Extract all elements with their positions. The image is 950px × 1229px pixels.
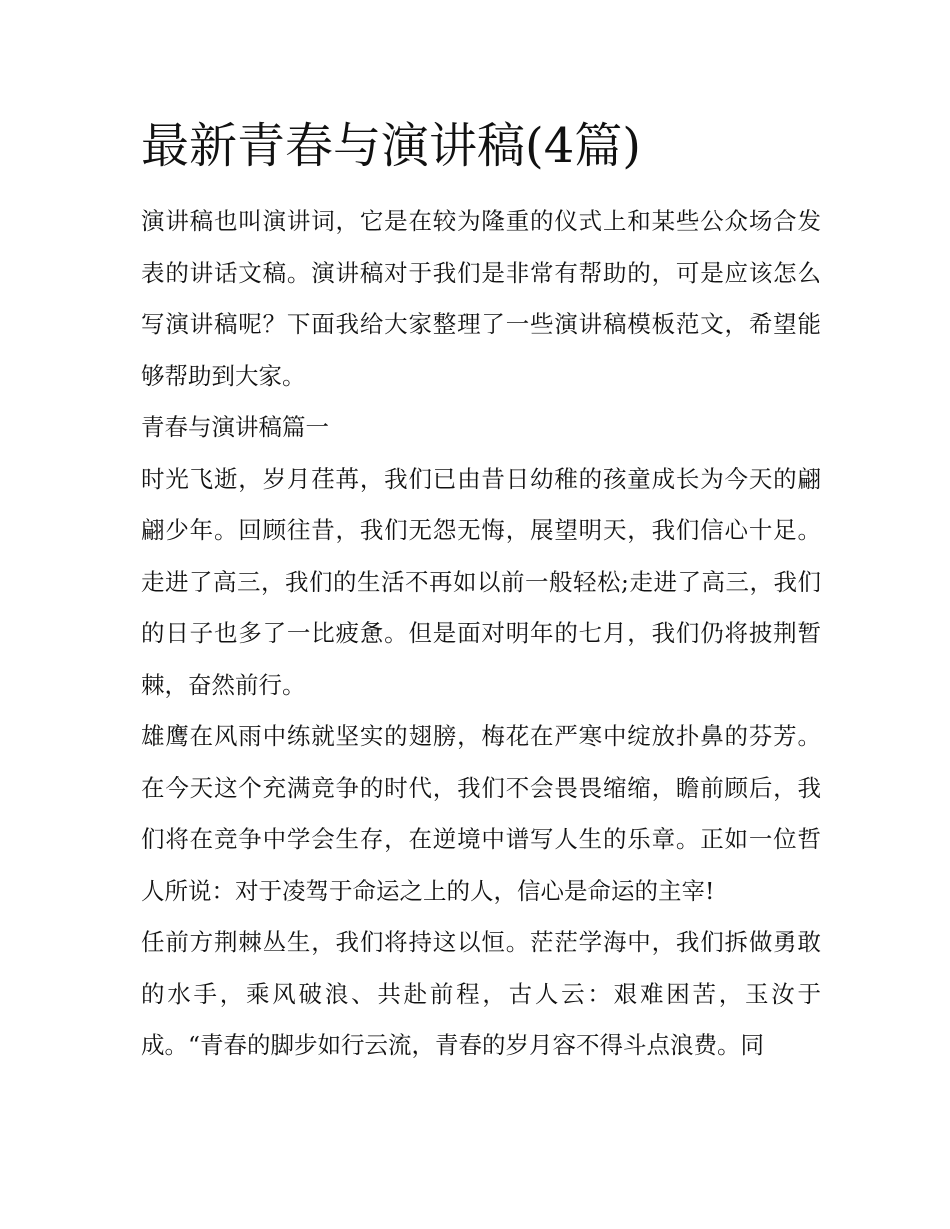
- body-paragraph-1: 时光飞逝，岁月荏苒，我们已由昔日幼稚的孩童成长为今天的翩翩少年。回顾往昔，我们无怨无悔，展望明天，我们信心十足。走进了高三，我们的生活不再如以前一般轻松;走进了高三，我们的日子也多了一比疲惫。但是面对明年的七月，我们仍将披荆暂棘，奋然前行。: [141, 464, 821, 699]
- document-body: [141, 196, 821, 1072]
- body-paragraph-2: 雄鹰在风雨中练就坚实的翅膀，梅花在严寒中绽放扑鼻的芬芳。在今天这个充满竞争的时代，我们不会畏畏缩缩，瞻前顾后，我们将在竞争中学会生存，在逆境中谱写人生的乐章。正如一位哲人所说：对于凌驾于命运之上的人，信心是命运的主宰!: [141, 722, 821, 905]
- body-paragraph-3: 任前方荆棘丛生，我们将持这以恒。茫茫学海中，我们拆做勇敢的水手，乘风破浪、共赴前程，古人云：艰难困苦，玉汝于成。“青春的脚步如行云流，青春的岁月容不得斗点浪费。同: [141, 928, 821, 1059]
- document-title: 最新青春与演讲稿(4篇): [141, 118, 641, 174]
- intro-paragraph: 演讲稿也叫演讲词，它是在较为隆重的仪式上和某些公众场合发表的讲话文稿。演讲稿对于我们是非常有帮助的，可是应该怎么写演讲稿呢？下面我给大家整理了一些演讲稿模板范文，希望能够帮助到大家。: [141, 207, 821, 390]
- document-page: [141, 112, 821, 1072]
- section-heading: 青春与演讲稿篇一: [141, 413, 329, 441]
